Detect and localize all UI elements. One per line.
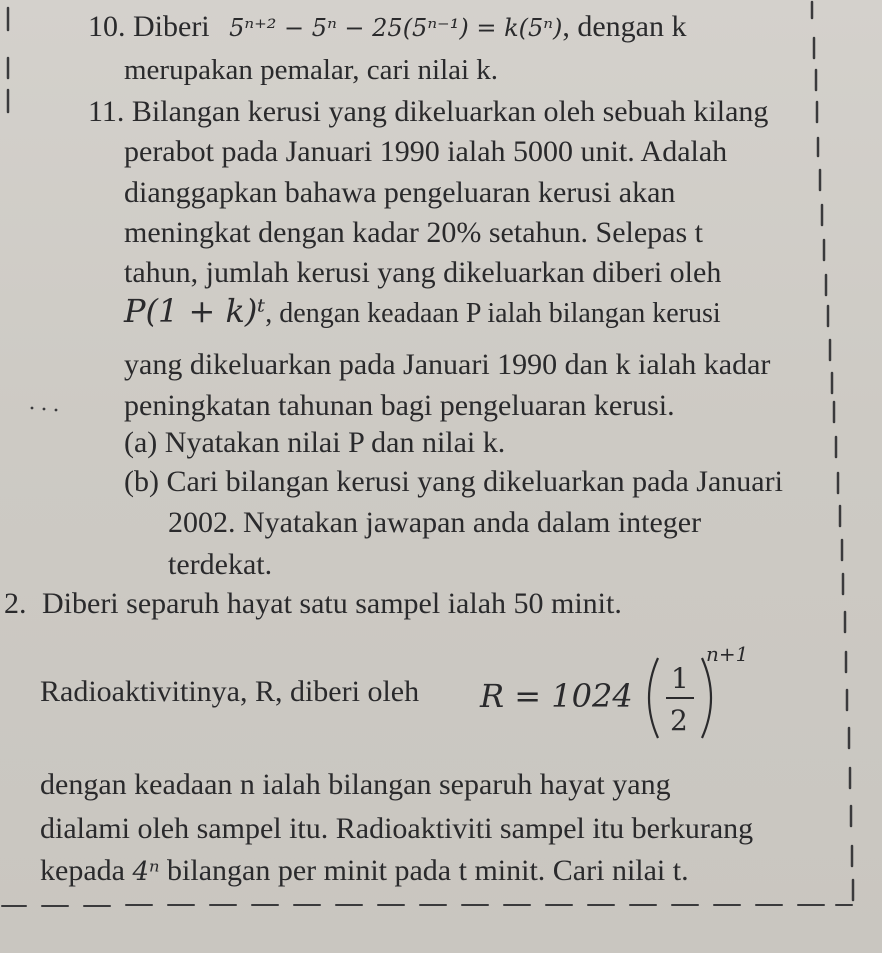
q11-line8: peningkatan tahunan bagi pengeluaran kerusi. xyxy=(124,389,675,422)
q2-line1-text: Diberi separuh hayat satu sampel ialah 50 minit. xyxy=(42,587,622,620)
q11-part-b-line3: terdekat. xyxy=(168,548,273,581)
q2-formula-lhs: R = 1024 xyxy=(480,677,633,715)
q2-exponent: n+1 xyxy=(706,642,749,666)
q11-line7: yang dikeluarkan pada Januari 1990 dan k ialah kadar xyxy=(124,348,771,381)
q2-line5-pre: kepada xyxy=(40,854,125,887)
q2-line5-math: 4ⁿ xyxy=(132,857,160,887)
q11-line3: dianggapkan bahawa pengeluaran kerusi akan xyxy=(124,176,676,209)
q11-formula-tail: , dengan keadaan P ialah bilangan kerusi xyxy=(265,298,721,329)
q2-line2-text: Radioaktivitinya, R, diberi oleh xyxy=(40,675,420,708)
q11-line4: meningkat dengan kadar 20% setahun. Selepas t xyxy=(124,216,703,249)
q2-fraction-num: 1 xyxy=(671,662,689,695)
q10-equation: 5ⁿ⁺² − 5ⁿ − 25(5ⁿ⁻¹) = k(5ⁿ) xyxy=(229,14,563,42)
q11-part-b-line1: (b) Cari bilangan kerusi yang dikeluarkan pada Januari xyxy=(124,465,783,498)
q2-line5-post: bilangan per minit pada t minit. Cari nilai t. xyxy=(167,854,689,887)
q2-line4: dialami oleh sampel itu. Radioaktiviti sampel itu berkurang xyxy=(40,812,754,845)
q11-part-b-line2: 2002. Nyatakan jawapan anda dalam integer xyxy=(168,506,702,539)
q10-tail: , dengan k xyxy=(562,10,687,43)
q10-line2: merupakan pemalar, cari nilai k. xyxy=(124,54,499,86)
q11-line2: perabot pada Januari 1990 ialah 5000 unit. Adalah xyxy=(124,135,728,168)
q2-number: 2. xyxy=(4,587,27,620)
q11-number: 11. xyxy=(88,95,125,128)
q11-part-a: (a) Nyatakan nilai P dan nilai k. xyxy=(124,426,506,459)
q11-line5: tahun, jumlah kerusi yang dikeluarkan diberi oleh xyxy=(124,256,722,289)
q11-formula: P(1 + k)ᵗ xyxy=(124,292,266,330)
q11-line1-text: Bilangan kerusi yang dikeluarkan oleh sebuah kilang xyxy=(131,95,769,128)
q2-line3: dengan keadaan n ialah bilangan separuh hayat yang xyxy=(40,768,671,801)
q2-fraction-den: 2 xyxy=(670,704,688,737)
q10-intro: Diberi xyxy=(133,10,210,43)
q10-number: 10. xyxy=(88,10,126,43)
